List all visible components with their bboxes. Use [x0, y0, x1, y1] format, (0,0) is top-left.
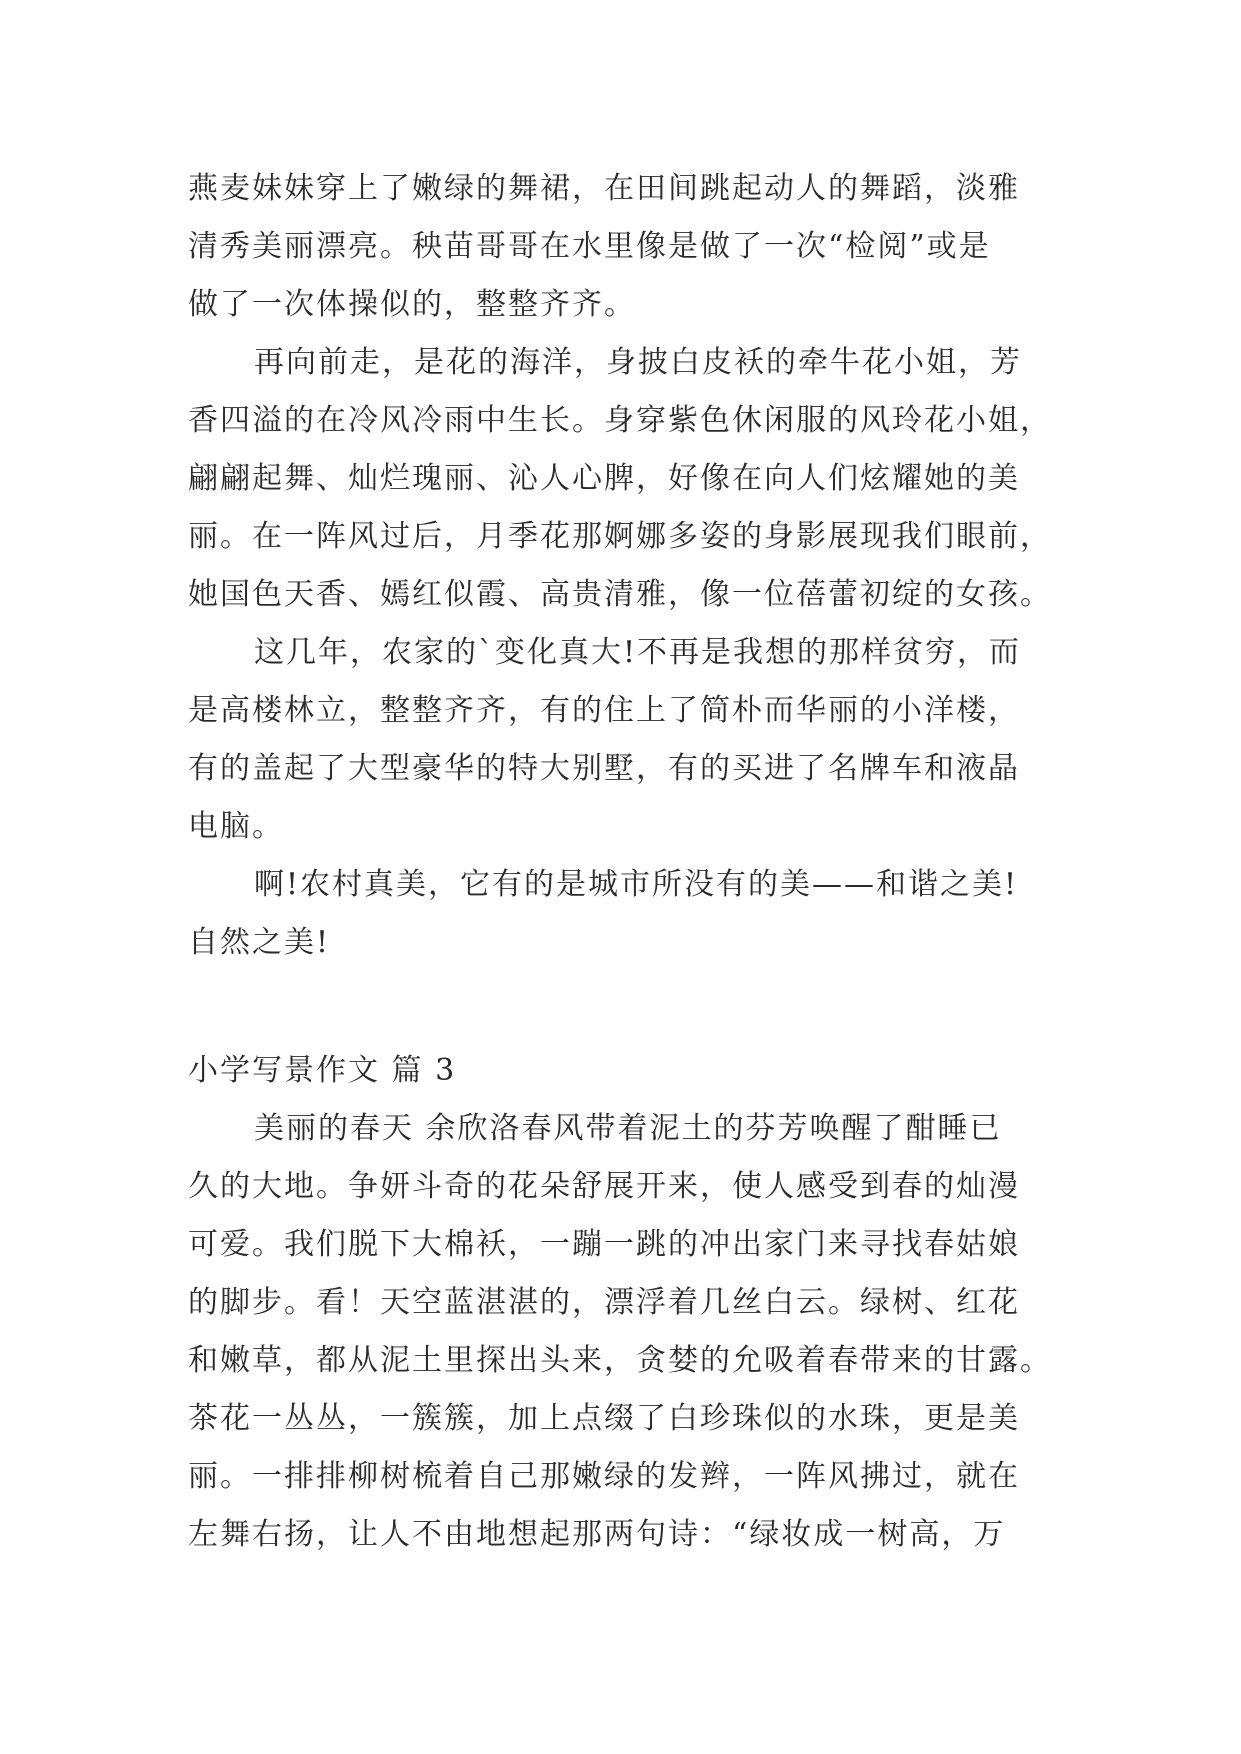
text-line: 久的大地。争妍斗奇的花朵舒展开来，使人感受到春的灿漫 [188, 1169, 1020, 1204]
text-line: 和嫩草，都从泥土里探出头来，贪婪的允吸着春带来的甘露。 [188, 1343, 1052, 1378]
paragraph-1 [188, 160, 1058, 334]
section-heading: 小学写景作文 篇 3 [188, 1053, 457, 1088]
text-line: 美丽的春天 余欣洛春风带着泥土的芬芳唤醒了酣睡已 [254, 1111, 1002, 1146]
text-line: 电脑。 [188, 809, 284, 844]
text-line: 左舞右扬，让人不由地想起那两句诗：“绿妆成一树高，万 [188, 1517, 1006, 1552]
text-line: 是高楼林立，整整齐齐，有的住上了简朴而华丽的小洋楼， [188, 693, 1020, 728]
paragraph-3 [188, 624, 1058, 856]
text-line: 的脚步。看！天空蓝湛湛的，漂浮着几丝白云。绿树、红花 [188, 1285, 1020, 1320]
text-line: 她国色天香、嫣红似霞、高贵清雅，像一位蓓蕾初绽的女孩。 [188, 577, 1052, 612]
text-line: 茶花一丛丛，一簇簇，加上点缀了白珍珠似的水珠，更是美 [188, 1401, 1020, 1436]
text-line: 可爱。我们脱下大棉袄，一蹦一跳的冲出家门来寻找春姑娘 [188, 1227, 1020, 1262]
text-line: 啊!农村真美，它有的是城市所没有的美——和谐之美! [254, 867, 1019, 902]
text-line: 香四溢的在冷风冷雨中生长。身穿紫色休闲服的风玲花小姐， [188, 403, 1052, 438]
paragraph-5 [188, 1100, 1058, 1564]
text-line: 再向前走，是花的海洋，身披白皮袄的牵牛花小姐，芳 [254, 345, 1022, 380]
text-line: 燕麦妹妹穿上了嫩绿的舞裙，在田间跳起动人的舞蹈，淡雅 [188, 171, 1020, 206]
paragraph-2 [188, 334, 1058, 624]
text-line: 自然之美! [188, 925, 331, 960]
paragraph-4 [188, 856, 1058, 972]
text-line: 做了一次体操似的，整整齐齐。 [188, 287, 636, 322]
text-line: 丽。一排排柳树梳着自己那嫩绿的发辫，一阵风拂过，就在 [188, 1459, 1020, 1494]
text-line: 这几年，农家的`变化真大!不再是我想的那样贫穷，而 [254, 635, 1022, 670]
text-line: 翩翩起舞、灿烂瑰丽、沁人心脾，好像在向人们炫耀她的美 [188, 461, 1020, 496]
document-body [188, 160, 1058, 1564]
text-line: 丽。在一阵风过后，月季花那婀娜多姿的身影展现我们眼前， [188, 519, 1052, 554]
text-line: 清秀美丽漂亮。秧苗哥哥在水里像是做了一次“检阅”或是 [188, 229, 991, 264]
text-line: 有的盖起了大型豪华的特大别墅，有的买进了名牌车和液晶 [188, 751, 1020, 786]
section-spacer [188, 972, 1058, 1042]
